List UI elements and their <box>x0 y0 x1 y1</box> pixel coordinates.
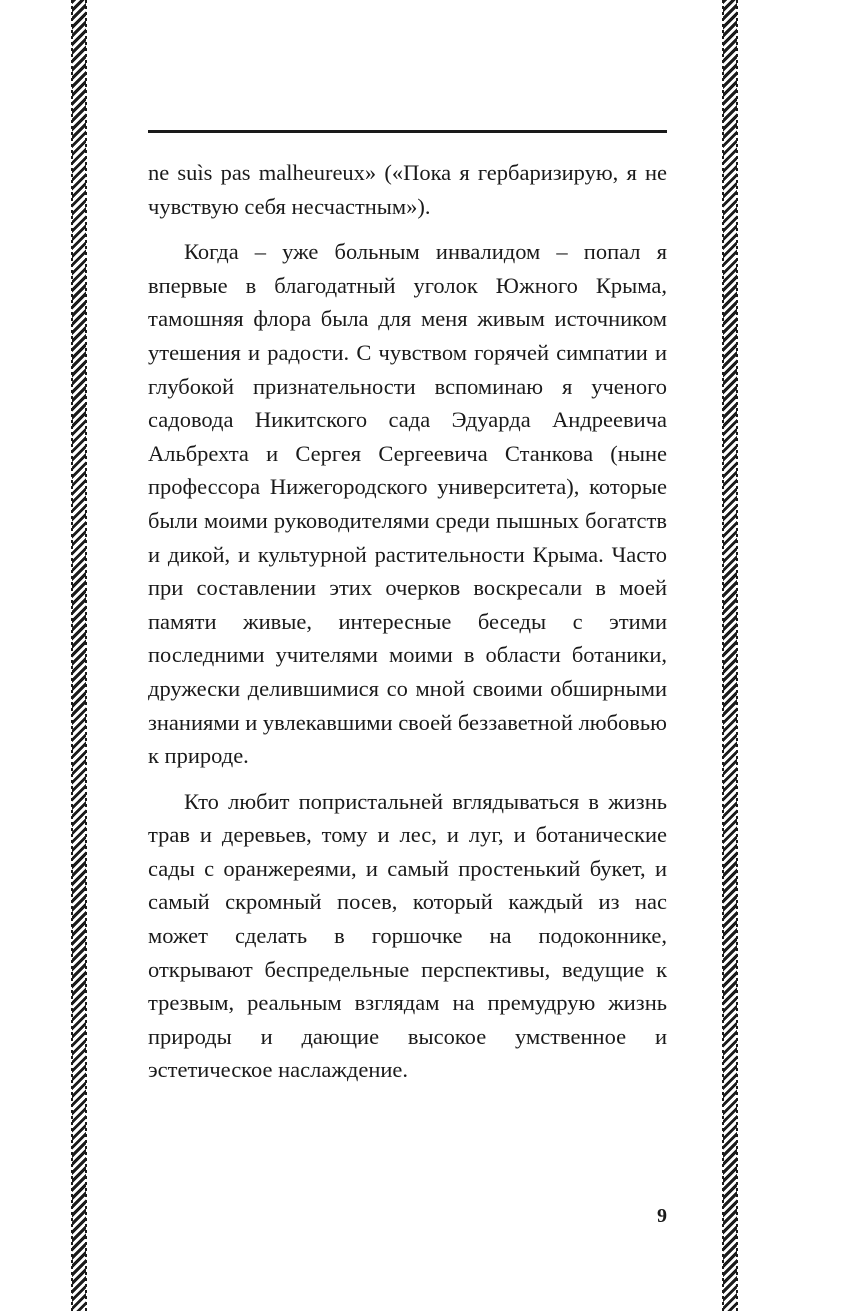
right-decorative-border <box>723 0 737 1311</box>
left-decorative-border <box>72 0 86 1311</box>
paragraph-continuation: ne suìs pas malheureux» («Пока я гербаризирую, я не чувствую себя несчастным»). <box>148 160 667 219</box>
page-number: 9 <box>657 1205 667 1227</box>
paragraph: Когда – уже больным инвалидом – попал я впервые в благодатный уголок Южного Крыма, тамошняя флора была для меня живым источником утешения и радости. С чувством горячей симпатии и глубокой признательности вспоминаю я ученого садовода Никитского сада Эдуарда Андреевича Альбрехта и Сергея Сергеевича Станкова (ныне профессора Нижегородского университета), которые были моими руководителями среди пышных богатств и дикой, и культурной растительности Крыма. Часто при составлении этих очерков воскресали в моей памяти живые, интересные беседы с этими последними учителями моими в области ботаники, дружески делившимися со мной своими обширными знаниями и увлекавшими своей беззаветной любовью к природе. <box>148 239 667 769</box>
page-body <box>148 156 667 1087</box>
paragraph: Кто любит попристальней вглядываться в жизнь трав и деревьев, тому и лес, и луг, и ботанические сады с оранжереями, и самый простенький букет, и самый скромный посев, который каждый из нас может сделать в горшочке на подоконнике, открывают беспредельные перспективы, ведущие к трезвым, реальным взглядам на премудрую жизнь природы и дающие высокое умственное и эстетическое наслаждение. <box>148 788 667 1083</box>
header-rule <box>148 130 667 133</box>
